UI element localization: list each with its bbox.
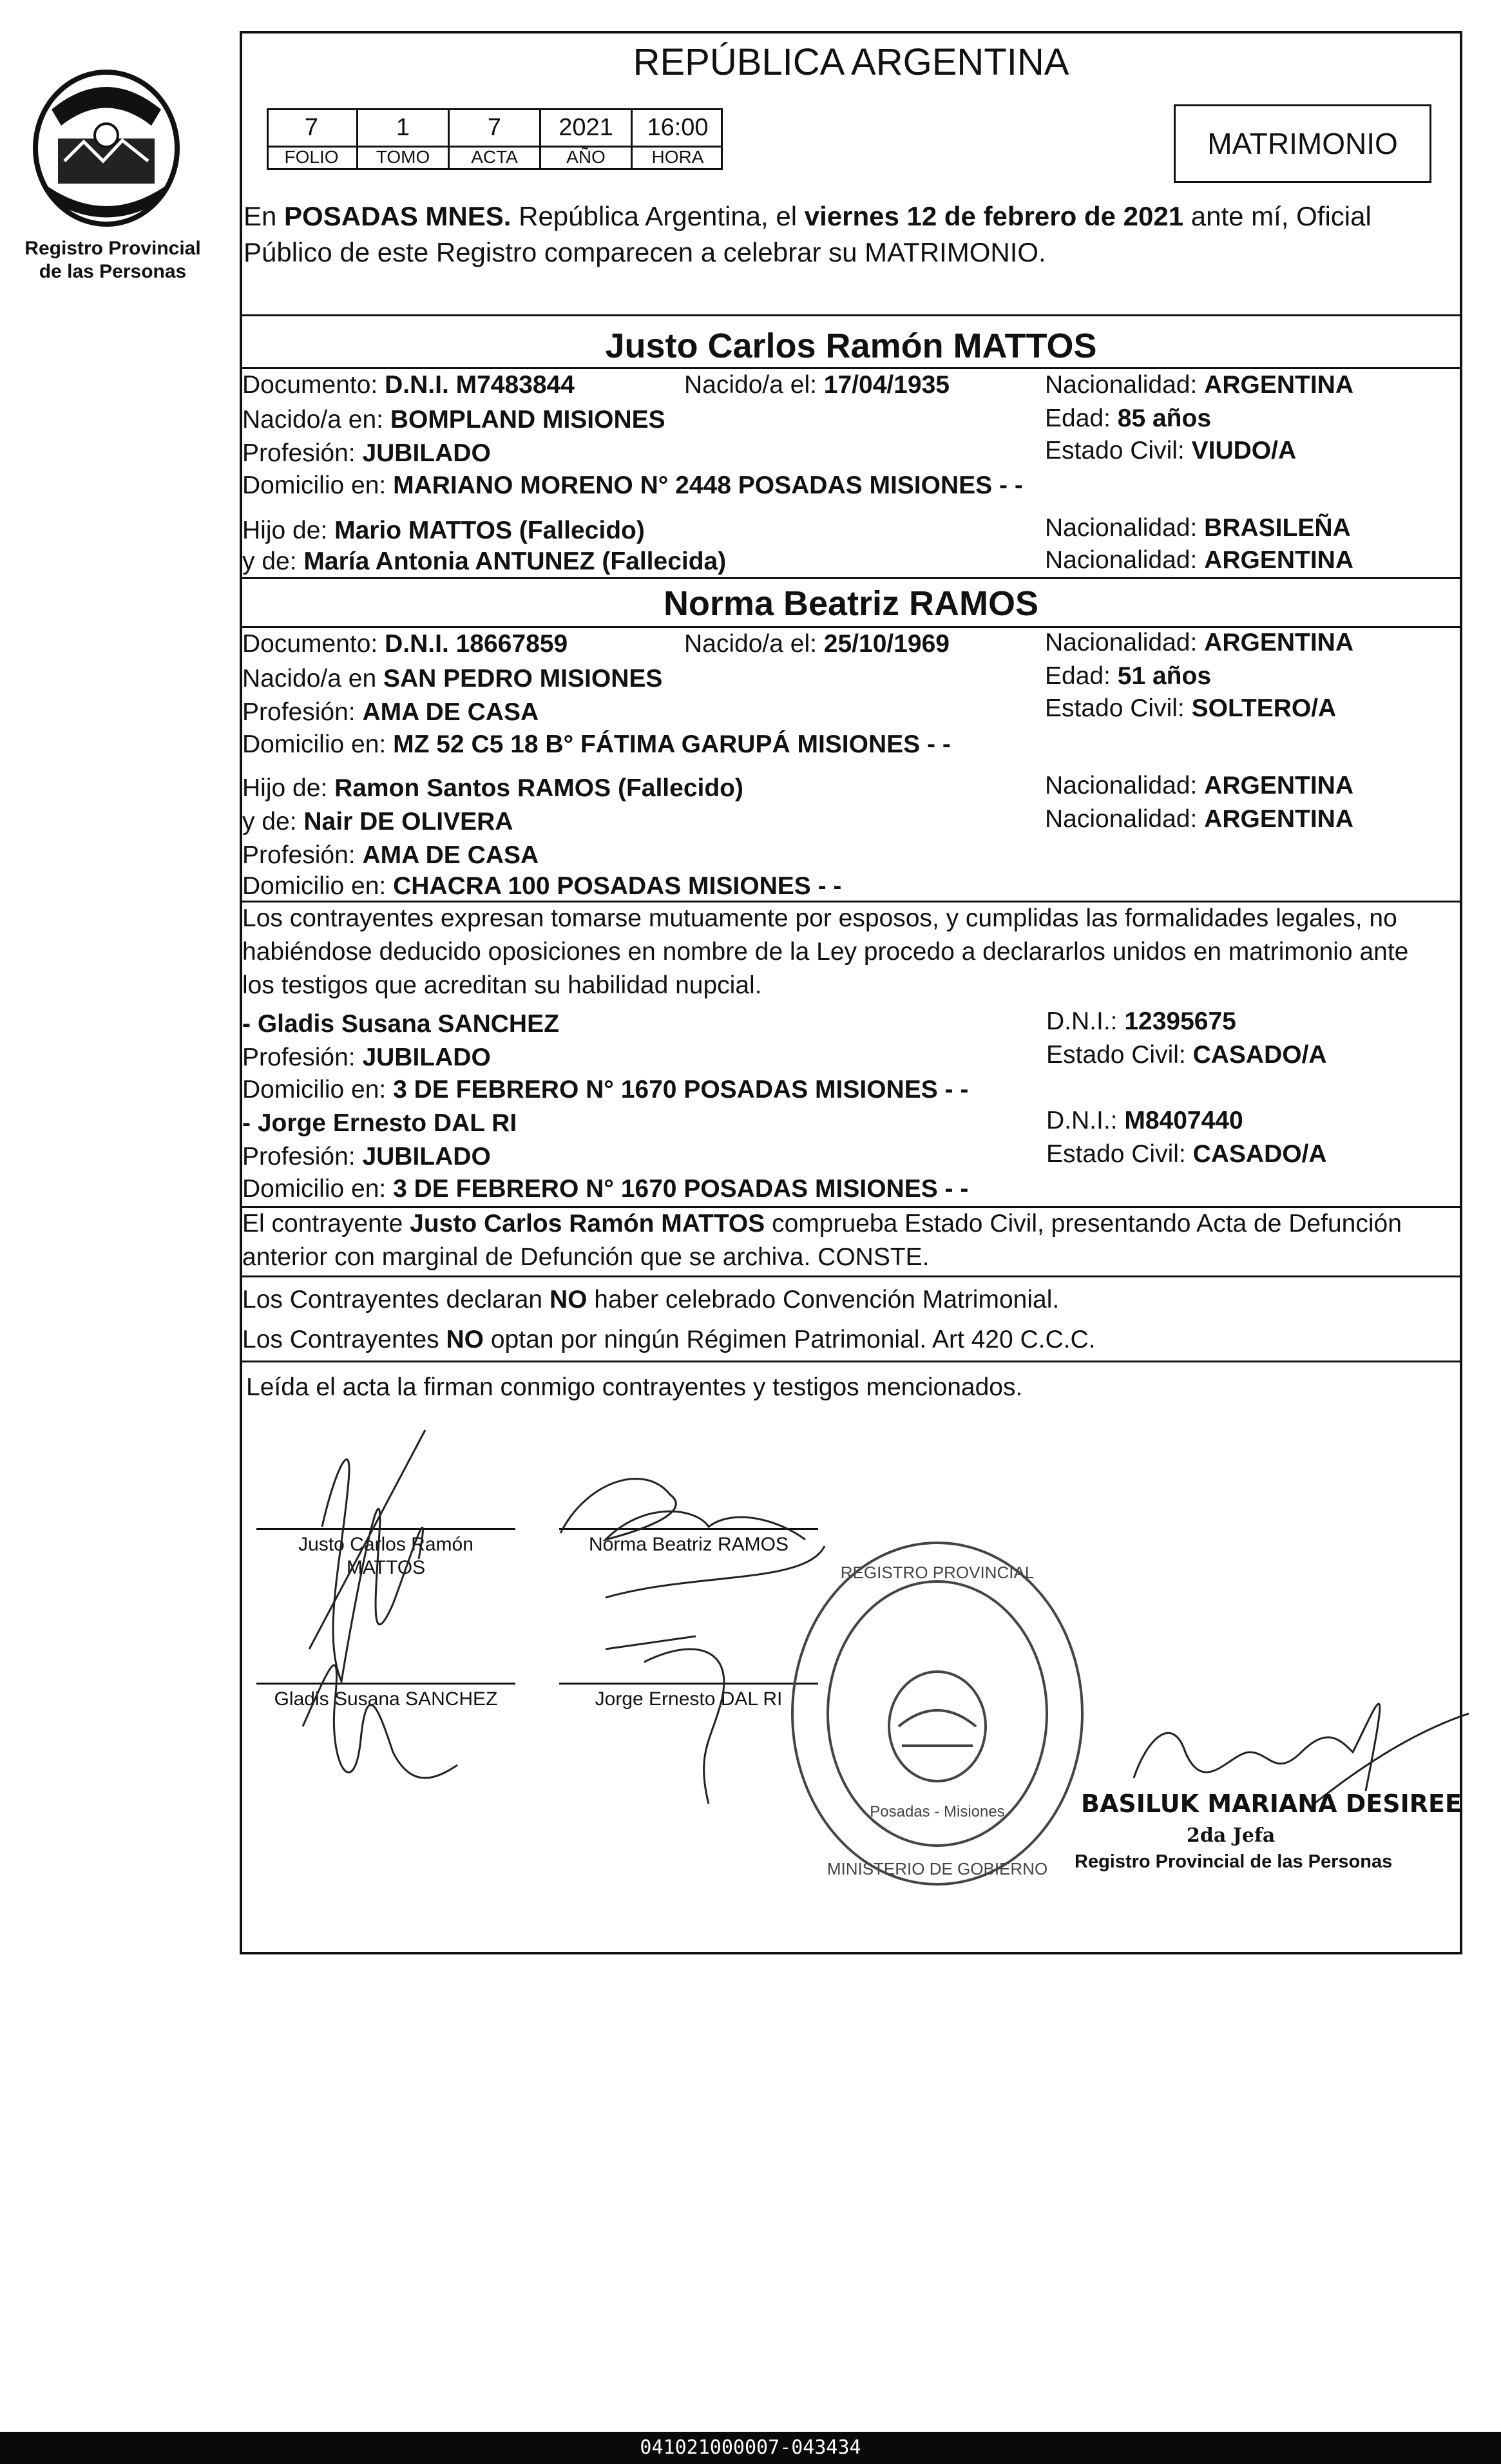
registry-name xyxy=(0,237,225,283)
witness1-name: - Gladis Susana SANCHEZ xyxy=(242,1010,559,1038)
witness1-dni: D.N.I.: 12395675 xyxy=(1046,1008,1236,1035)
closing-text: Leída el acta la firman conmigo contrayentes y testigos mencionados. xyxy=(246,1373,1023,1401)
hora-value: 16:00 xyxy=(647,114,709,141)
intro-city: POSADAS MNES. xyxy=(284,201,511,231)
officer-title: 2da Jefa xyxy=(1187,1824,1276,1847)
anio-label: AÑO xyxy=(541,146,633,169)
signature-witness1 xyxy=(303,1665,457,1778)
spouse2-birthplace: Nacido/a en SAN PEDRO MISIONES xyxy=(242,665,663,692)
spouse1-father-nat: Nacionalidad: BRASILEÑA xyxy=(1045,514,1351,542)
spouse1-doc: Documento: D.N.I. M7483844 xyxy=(242,371,575,399)
spouse1-mother-nat: Nacionalidad: ARGENTINA xyxy=(1045,546,1354,574)
registry-line1: Registro Provincial xyxy=(24,238,201,259)
witness2-civil: Estado Civil: CASADO/A xyxy=(1046,1140,1327,1168)
declaration-line1: Los contrayentes expresan tomarse mutuamente por esposos, y cumplidas las formalidades legales, no xyxy=(242,904,1397,932)
declaration-line3: los testigos que acreditan su habilidad nupcial. xyxy=(242,971,762,999)
declaration-line2: habiéndose deducido oposiciones en nombre de la Ley procedo a declararlos unidos en matrimonio ante xyxy=(242,938,1409,966)
svg-text:MINISTERIO DE GOBIERNO: MINISTERIO DE GOBIERNO xyxy=(827,1859,1048,1878)
spouse2-father: Hijo de: Ramon Santos RAMOS (Fallecido) xyxy=(242,774,743,802)
doc-type: MATRIMONIO xyxy=(1207,127,1398,160)
witness2-prof: Profesión: JUBILADO xyxy=(242,1143,491,1170)
signature-spouse1 xyxy=(309,1430,425,1681)
convention-line1: Los Contrayentes declaran NO haber celebrado Convención Matrimonial. xyxy=(242,1286,1060,1313)
spouse2-father-nat: Nacionalidad: ARGENTINA xyxy=(1045,772,1354,799)
intro-line1: En POSADAS MNES. República Argentina, el viernes 12 de febrero de 2021 ante mí, Oficial xyxy=(244,201,1372,231)
spouse2-name: Norma Beatriz RAMOS xyxy=(663,584,1039,623)
document-code: 041021000007-043434 xyxy=(0,2432,1501,2464)
spouse2-addr: Domicilio en: MZ 52 C5 18 B° FÁTIMA GARUPÁ MISIONES - - xyxy=(242,731,951,758)
spouse1-prof: Profesión: JUBILADO xyxy=(242,439,491,467)
spouse1-civil: Estado Civil: VIUDO/A xyxy=(1045,437,1297,464)
witness1-civil: Estado Civil: CASADO/A xyxy=(1046,1041,1327,1069)
witness2-addr: Domicilio en: 3 DE FEBRERO N° 1670 POSADAS MISIONES - - xyxy=(242,1175,969,1203)
folio-label: FOLIO xyxy=(267,146,358,169)
tomo-label: TOMO xyxy=(358,146,450,169)
doc-type-box xyxy=(1174,104,1431,183)
spouse1-father: Hijo de: Mario MATTOS (Fallecido) xyxy=(242,517,645,544)
officer-name: BASILUK MARIANA DESIREE xyxy=(1081,1790,1462,1818)
acta-value: 7 xyxy=(450,110,541,146)
spouse2-civil: Estado Civil: SOLTERO/A xyxy=(1045,694,1337,722)
spouse2-nat: Nacionalidad: ARGENTINA xyxy=(1045,629,1354,656)
spouse1-age: Edad: 85 años xyxy=(1045,405,1212,432)
witness2-name: - Jorge Ernesto DAL RI xyxy=(242,1109,517,1137)
intro-line2: Público de este Registro comparecen a celebrar su MATRIMONIO. xyxy=(244,237,1046,267)
officer-org: Registro Provincial de las Personas xyxy=(1075,1851,1393,1872)
spouse1-born: Nacido/a el: 17/04/1935 xyxy=(684,371,950,399)
witness2-dni: D.N.I.: M8407440 xyxy=(1046,1107,1243,1134)
spouse2-born: Nacido/a el: 25/10/1969 xyxy=(684,630,950,658)
witness1-addr: Domicilio en: 3 DE FEBRERO N° 1670 POSADAS MISIONES - - xyxy=(242,1076,969,1103)
signature-label-spouse2: Norma Beatriz RAMOS xyxy=(588,1534,789,1555)
spouse2-mother: y de: Nair DE OLIVERA xyxy=(242,808,513,836)
witness1-prof: Profesión: JUBILADO xyxy=(242,1044,491,1071)
seal-text: REGISTRO PROVINCIAL xyxy=(840,1563,1035,1582)
spouse2-doc: Documento: D.N.I. 18667859 xyxy=(242,630,568,658)
official-seal xyxy=(783,1533,1092,1894)
signature-witness2 xyxy=(606,1636,724,1804)
province-logo xyxy=(13,64,200,232)
folio-value: 7 xyxy=(267,110,358,146)
spouse2-mother-addr: Domicilio en: CHACRA 100 POSADAS MISIONES - - xyxy=(242,872,842,900)
spouse2-prof: Profesión: AMA DE CASA xyxy=(242,698,539,726)
spouse1-mother: y de: María Antonia ANTUNEZ (Fallecida) xyxy=(242,548,727,575)
acta-label: ACTA xyxy=(450,146,541,169)
province-seal-icon xyxy=(13,64,200,232)
signature-label-spouse1: Justo Carlos Ramón MATTOS xyxy=(298,1534,473,1578)
note-line2: anterior con marginal de Defunción que se archiva. CONSTE. xyxy=(242,1243,930,1271)
hora-label: HORA xyxy=(651,147,704,167)
registry-line2: de las Personas xyxy=(39,261,187,282)
spouse2-age: Edad: 51 años xyxy=(1045,662,1212,690)
note-line1: El contrayente Justo Carlos Ramón MATTOS comprueba Estado Civil, presentando Acta de Defunción xyxy=(242,1210,1402,1237)
spouse1-name: Justo Carlos Ramón MATTOS xyxy=(605,327,1097,365)
svg-text:Posadas - Misiones: Posadas - Misiones xyxy=(870,1803,1005,1820)
note-name: Justo Carlos Ramón MATTOS xyxy=(410,1210,765,1237)
convention-line2: Los Contrayentes NO optan por ningún Régimen Patrimonial. Art 420 C.C.C. xyxy=(242,1326,1096,1353)
tomo-value: 1 xyxy=(358,110,450,146)
signature-label-witness1: Gladis Susana SANCHEZ xyxy=(274,1688,498,1710)
spouse2-mother-prof: Profesión: AMA DE CASA xyxy=(242,841,539,869)
signature-label-witness2: Jorge Ernesto DAL RI xyxy=(595,1688,783,1710)
spouse1-nat: Nacionalidad: ARGENTINA xyxy=(1045,371,1354,399)
intro-date: viernes 12 de febrero de 2021 xyxy=(804,201,1184,231)
anio-value: 2021 xyxy=(541,110,633,146)
spouse1-birthplace: Nacido/a en: BOMPLAND MISIONES xyxy=(242,406,665,434)
country-title: REPÚBLICA ARGENTINA xyxy=(633,41,1069,83)
spouse1-addr: Domicilio en: MARIANO MORENO N° 2448 POSADAS MISIONES - - xyxy=(242,472,1023,499)
spouse2-mother-nat: Nacionalidad: ARGENTINA xyxy=(1045,805,1354,833)
